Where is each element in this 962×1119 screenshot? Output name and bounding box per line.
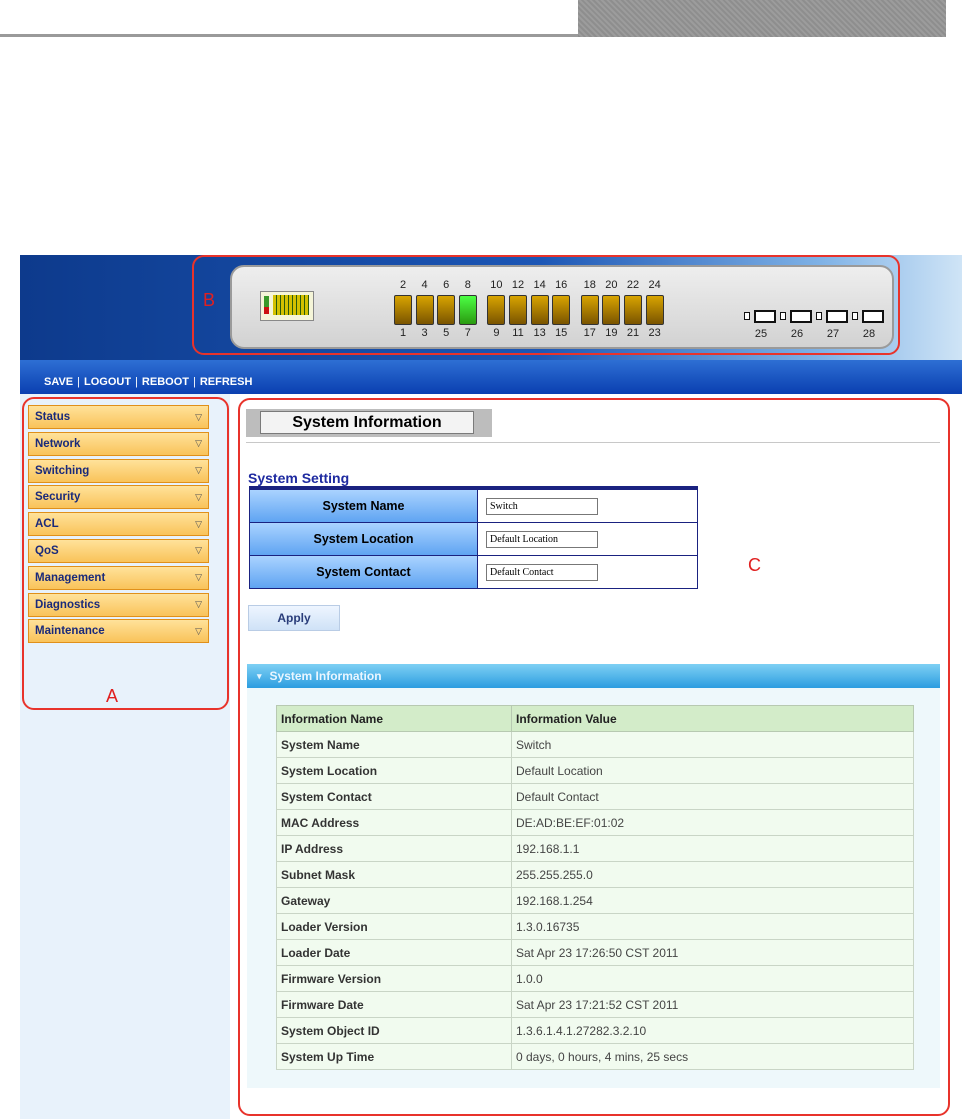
info-name: Subnet Mask (277, 862, 512, 888)
callout-label-c: C (748, 555, 761, 575)
callout-box-c (238, 398, 950, 1116)
info-value: 1.3.6.1.4.1.27282.3.2.10 (512, 1018, 914, 1044)
callout-box-b (192, 255, 900, 355)
chevron-down-icon: ▽ (195, 491, 202, 502)
callout-label-a: A (106, 686, 119, 706)
info-name: Gateway (277, 888, 512, 914)
refresh-link[interactable]: REFRESH (199, 376, 253, 388)
sidebar-item-label: Status (35, 411, 71, 423)
port-number-bottom: 9 (493, 327, 500, 339)
port-number-bottom: 7 (464, 327, 471, 339)
port-number-bottom: 1 (399, 327, 407, 339)
port-number-bottom: 17 (583, 327, 596, 339)
column-header-name: Information Name (277, 706, 512, 732)
info-name: System Object ID (277, 1018, 512, 1044)
info-value: Switch (512, 732, 914, 758)
info-value: Default Location (512, 758, 914, 784)
sfp-port-number: 25 (754, 328, 768, 340)
chevron-down-icon: ▽ (195, 625, 202, 636)
chevron-down-icon: ▽ (195, 465, 202, 476)
info-name: System Contact (277, 784, 512, 810)
port-number-top: 10 (490, 279, 503, 291)
port-number-top: 2 (399, 279, 407, 291)
info-value: 1.0.0 (512, 966, 914, 992)
info-name: Firmware Version (277, 966, 512, 992)
port-number-bottom: 15 (555, 327, 568, 339)
info-name: Loader Version (277, 914, 512, 940)
reboot-link[interactable]: REBOOT (141, 376, 189, 388)
port-number-bottom: 13 (533, 327, 546, 339)
sidebar-item-label: QoS (35, 544, 59, 557)
info-name: System Location (277, 758, 512, 784)
port-number-top: 6 (443, 279, 450, 291)
info-value: 1.3.0.16735 (512, 914, 914, 940)
callout-label-b: B (203, 290, 216, 310)
sidebar-item-label: Network (35, 437, 81, 450)
sidebar-item-label: Diagnostics (35, 598, 101, 611)
port-number-bottom: 11 (512, 327, 524, 339)
nav-links (44, 372, 252, 390)
sidebar-item-label: Switching (35, 464, 90, 477)
sfp-port-number: 28 (862, 328, 876, 340)
port-number-bottom: 3 (421, 327, 428, 339)
port-number-top: 22 (626, 279, 640, 291)
sidebar-item-label: Management (35, 571, 106, 584)
nav-separator: | (135, 376, 138, 388)
sidebar-item-label: ACL (35, 518, 59, 531)
setting-label: System Contact (250, 556, 478, 588)
chevron-down-icon: ▽ (195, 599, 202, 610)
port-number-bottom: 5 (443, 327, 450, 339)
port-number-top: 24 (648, 279, 661, 291)
sfp-port-number: 26 (790, 328, 804, 340)
info-value: Default Contact (512, 784, 914, 810)
info-name: Firmware Date (277, 992, 512, 1018)
port-number-top: 4 (421, 279, 428, 291)
logout-link[interactable]: LOGOUT (84, 376, 132, 388)
port-number-top: 14 (533, 279, 546, 291)
info-value: Sat Apr 23 17:21:52 CST 2011 (512, 992, 914, 1018)
save-link[interactable]: SAVE (44, 376, 74, 388)
port-number-bottom: 21 (626, 327, 640, 339)
column-header-value: Information Value (512, 706, 914, 732)
info-value: Sat Apr 23 17:26:50 CST 2011 (512, 940, 914, 966)
info-bar-title: System Information (269, 669, 382, 683)
page-title: System Information (260, 411, 474, 434)
port-number-top: 8 (464, 279, 471, 291)
port-number-bottom: 19 (605, 327, 618, 339)
setting-label: System Location (250, 523, 478, 555)
nav-separator: | (77, 376, 80, 388)
sidebar-item-label: Security (35, 491, 81, 504)
info-name: IP Address (277, 836, 512, 862)
chevron-down-icon: ▽ (195, 545, 202, 556)
sidebar-item-label: Maintenance (35, 625, 105, 638)
info-name: Loader Date (277, 940, 512, 966)
chevron-down-icon: ▽ (195, 572, 202, 583)
document-header-block (578, 0, 946, 37)
port-number-top: 20 (605, 279, 618, 291)
collapse-arrow-icon: ▾ (257, 670, 262, 681)
info-name: System Name (277, 732, 512, 758)
info-value: 192.168.1.254 (512, 888, 914, 914)
chevron-down-icon: ▽ (195, 518, 202, 529)
info-name: System Up Time (277, 1044, 512, 1070)
chevron-down-icon: ▽ (195, 438, 202, 449)
info-value: 255.255.255.0 (512, 862, 914, 888)
section-title: System Setting (248, 470, 350, 486)
chevron-down-icon: ▽ (195, 411, 202, 422)
port-number-top: 16 (555, 279, 568, 291)
sfp-port-number: 27 (826, 328, 840, 340)
port-number-bottom: 23 (648, 327, 661, 339)
info-value: DE:AD:BE:EF:01:02 (512, 810, 914, 836)
port-number-top: 18 (583, 279, 596, 291)
top-nav-bar (20, 360, 962, 394)
setting-label: System Name (250, 490, 478, 522)
info-value: 0 days, 0 hours, 4 mins, 25 secs (512, 1044, 914, 1070)
nav-separator: | (192, 376, 196, 388)
callout-box-a (22, 397, 229, 710)
info-name: MAC Address (277, 810, 512, 836)
apply-button[interactable]: Apply (248, 605, 340, 631)
document-rule (0, 34, 578, 37)
port-number-top: 12 (511, 279, 525, 291)
info-value: 192.168.1.1 (512, 836, 914, 862)
